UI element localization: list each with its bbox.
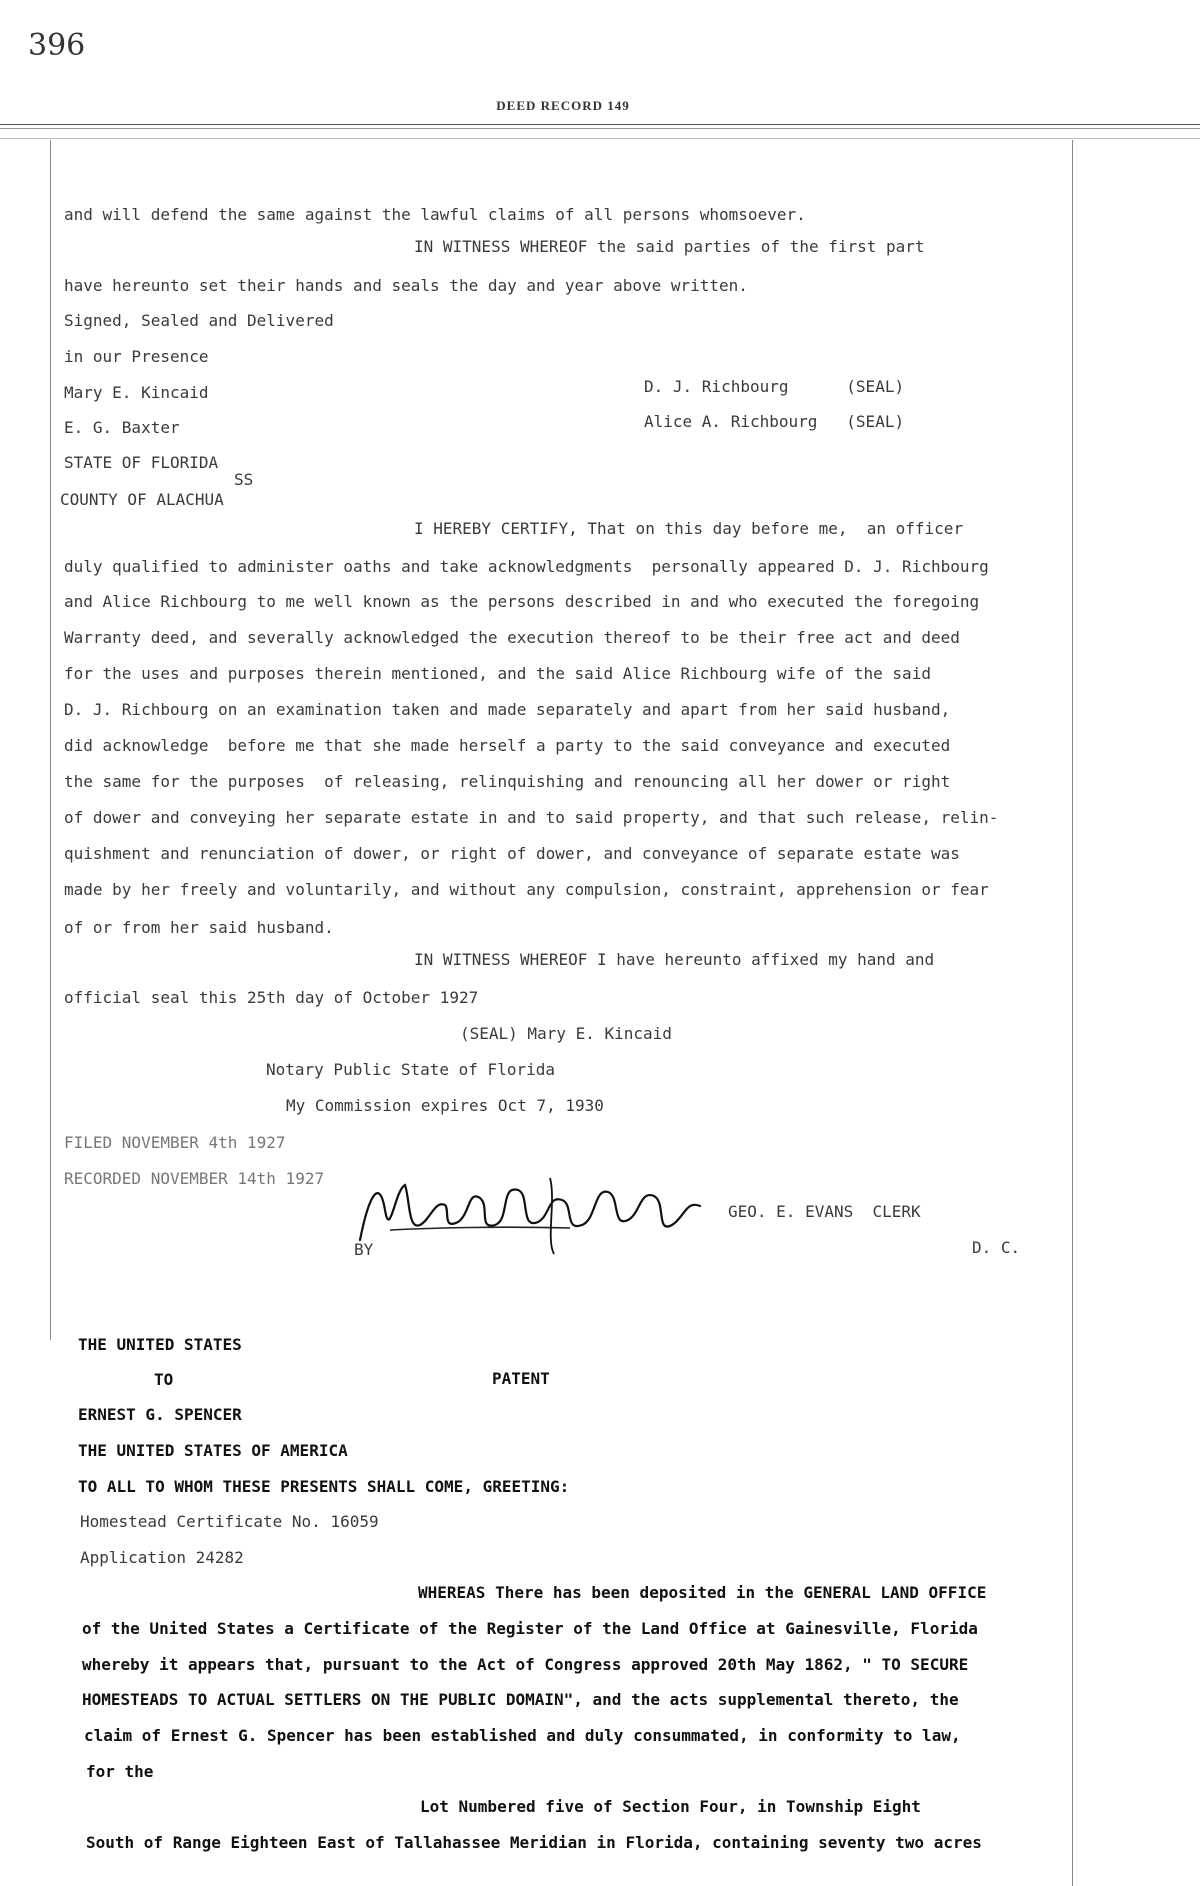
deed-line: official seal this 25th day of October 1927	[64, 988, 479, 1007]
patent-grantee: ERNEST G. SPENCER	[78, 1405, 242, 1424]
patent-line: Application 24282	[80, 1548, 244, 1567]
venue-ss: SS	[234, 470, 254, 489]
patent-line: HOMESTEADS TO ACTUAL SETTLERS ON THE PUBLIC DOMAIN", and the acts supplemental thereto, the	[82, 1690, 959, 1709]
patent-line: claim of Ernest G. Spencer has been established and duly consummated, in conformity to law,	[84, 1726, 961, 1745]
recorded-date: RECORDED NOVEMBER 14th 1927	[64, 1169, 325, 1188]
patent-line: THE UNITED STATES OF AMERICA	[78, 1441, 348, 1460]
patent-line: TO ALL TO WHOM THESE PRESENTS SHALL COME, GREETING:	[78, 1477, 570, 1496]
patent-line: South of Range Eighteen East of Tallahassee Meridian in Florida, containing seventy two acres	[86, 1833, 982, 1852]
deed-line: of dower and conveying her separate estate in and to said property, and that such release, relin-	[64, 808, 999, 827]
venue-state: STATE OF FLORIDA	[64, 453, 219, 472]
deed-line: IN WITNESS WHEREOF I have hereunto affixed my hand and	[414, 950, 935, 969]
deed-line: quishment and renunciation of dower, or right of dower, and conveyance of separate estate was	[64, 844, 960, 863]
header-rule-middle	[0, 128, 1200, 129]
patent-line: whereby it appears that, pursuant to the Act of Congress approved 20th May 1862, " TO SECURE	[82, 1655, 969, 1674]
grantor-signature: Alice A. Richbourg (SEAL)	[644, 412, 905, 431]
deed-line: and will defend the same against the lawful claims of all persons whomsoever.	[64, 205, 806, 224]
deputy-clerk-signature-graphic	[350, 1170, 720, 1260]
venue-county: COUNTY OF ALACHUA	[60, 490, 224, 509]
deed-line: Warranty deed, and severally acknowledged the execution thereof to be their free act and deed	[64, 628, 960, 647]
deed-line: duly qualified to administer oaths and take acknowledgments personally appeared D. J. Richbourg	[64, 557, 989, 576]
notary-commission: My Commission expires Oct 7, 1930	[286, 1096, 604, 1115]
patent-line: of the United States a Certificate of the Register of the Land Office at Gainesville, Florida	[82, 1619, 978, 1638]
patent-line: for the	[86, 1762, 154, 1781]
deed-line: have hereunto set their hands and seals the day and year above written.	[64, 276, 748, 295]
deed-line: IN WITNESS WHEREOF the said parties of the first part	[414, 237, 925, 256]
deed-line: Signed, Sealed and Delivered	[64, 311, 334, 330]
page-number: 396	[28, 28, 86, 63]
patent-line: Lot Numbered five of Section Four, in Township Eight	[420, 1797, 921, 1816]
header-rule-top	[0, 124, 1200, 125]
deed-line: made by her freely and voluntarily, and without any compulsion, constraint, apprehension or fear	[64, 880, 989, 899]
patent-line: WHEREAS There has been deposited in the GENERAL LAND OFFICE	[418, 1583, 987, 1602]
grantor-signature: D. J. Richbourg (SEAL)	[644, 377, 905, 396]
filed-date: FILED NOVEMBER 4th 1927	[64, 1133, 286, 1152]
header-rule-bottom	[0, 138, 1200, 139]
notary-title: Notary Public State of Florida	[266, 1060, 555, 1079]
witness-signature: E. G. Baxter	[64, 418, 180, 437]
patent-heading: PATENT	[492, 1369, 550, 1388]
running-head: DEED RECORD 149	[496, 98, 630, 113]
right-margin-line	[1072, 140, 1073, 1886]
deed-line: for the uses and purposes therein mentioned, and the said Alice Richbourg wife of the said	[64, 664, 931, 683]
deed-line: D. J. Richbourg on an examination taken and made separately and apart from her said husband,	[64, 700, 951, 719]
notary-signature: (SEAL) Mary E. Kincaid	[460, 1024, 672, 1043]
deed-line: did acknowledge before me that she made herself a party to the said conveyance and executed	[64, 736, 951, 755]
patent-line: TO	[154, 1370, 174, 1389]
deed-line: I HEREBY CERTIFY, That on this day before me, an officer	[414, 519, 964, 538]
patent-line: Homestead Certificate No. 16059	[80, 1512, 379, 1531]
clerk-name: GEO. E. EVANS CLERK	[728, 1202, 921, 1221]
left-margin-line	[50, 140, 51, 1340]
deed-line: the same for the purposes of releasing, relinquishing and renouncing all her dower or right	[64, 772, 951, 791]
deed-line: of or from her said husband.	[64, 918, 334, 937]
deed-line: in our Presence	[64, 347, 209, 366]
patent-line: THE UNITED STATES	[78, 1335, 242, 1354]
deputy-clerk-label: D. C.	[972, 1238, 1021, 1257]
witness-signature: Mary E. Kincaid	[64, 383, 209, 402]
deed-line: and Alice Richbourg to me well known as the persons described in and who executed the foregoing	[64, 592, 980, 611]
by-label: BY	[354, 1240, 374, 1259]
